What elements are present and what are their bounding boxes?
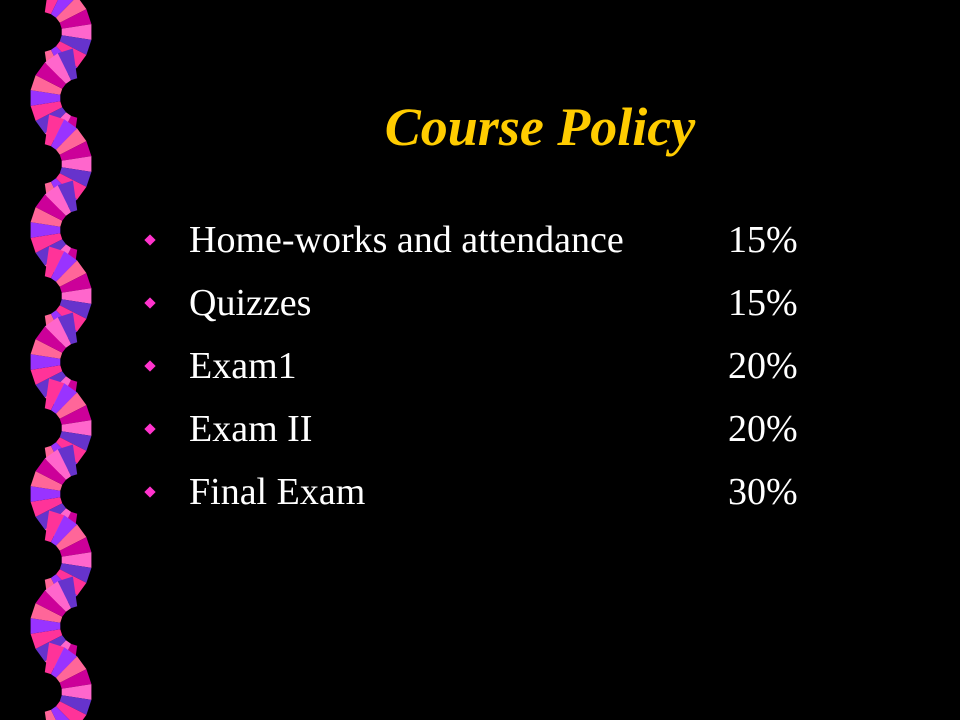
diamond-bullet-icon: [144, 486, 155, 497]
policy-item-weight: 20%: [728, 408, 798, 450]
policy-item-weight: 20%: [728, 345, 798, 387]
diamond-bullet-icon: [144, 360, 155, 371]
policy-item-weight: 30%: [728, 471, 798, 513]
policy-item-quizzes: [140, 273, 900, 336]
policy-list: [140, 210, 900, 525]
policy-item-exam1: [140, 336, 900, 399]
policy-item-homeworks: [140, 210, 900, 273]
policy-item-label: Home-works and attendance: [189, 219, 624, 261]
diamond-bullet-icon: [144, 234, 155, 245]
policy-item-weight: 15%: [728, 282, 798, 324]
diamond-bullet-icon: [144, 423, 155, 434]
policy-item-weight: 15%: [728, 219, 798, 261]
diamond-bullet-icon: [144, 297, 155, 308]
policy-item-label: Final Exam: [189, 471, 366, 513]
policy-item-label: Exam II: [189, 408, 313, 450]
decorative-ribbon: [0, 0, 140, 720]
policy-item-label: Quizzes: [189, 282, 312, 324]
slide-title: Course Policy: [384, 97, 696, 157]
policy-item-exam2: [140, 399, 900, 462]
policy-item-label: Exam1: [189, 345, 297, 387]
policy-item-final-exam: [140, 462, 900, 525]
ribbon-fan-segment: [45, 643, 92, 720]
